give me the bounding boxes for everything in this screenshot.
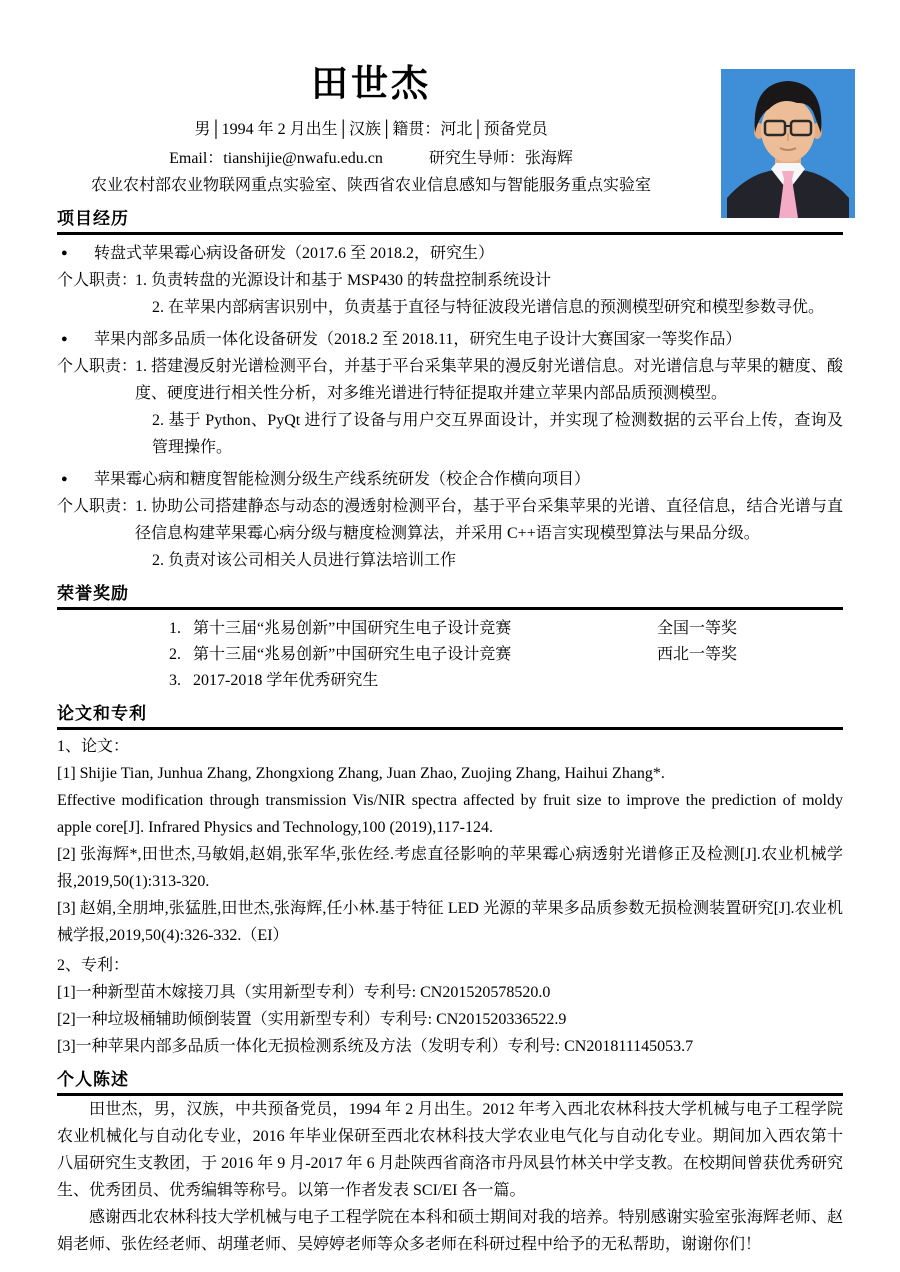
labs-line: 农业农村部农业物联网重点实验室、陕西省农业信息感知与智能服务重点实验室 xyxy=(90,177,651,194)
project-title: 苹果霉心病和糖度智能检测分级生产线系统研发（校企合作横向项目） xyxy=(94,471,591,488)
section-title-statement: 个人陈述 xyxy=(57,1069,843,1096)
honor-number: 1. xyxy=(169,620,181,637)
project-duties-2 xyxy=(57,353,843,461)
statement-paragraph: 田世杰，男，汉族，中共预备党员，1994 年 2 月出生。2012 年考入西北农林科技大学机械与电子工程学院农业机械化与自动化专业，2016 年毕业保研至西北农林科技大学农业电气化与自动化专业。期间加入西农第十八届研究生支教团，于 2016 年 9 月-2017 年 6 月赴陕西省商洛市丹凤县竹林关中学支教。在校期间曾获优秀研究生、优秀团员、优秀编辑等称号。以第一作者发表 SCI/EI 各一篇。 xyxy=(57,1101,843,1199)
patent-entry: [3]一种苹果内部多品质一体化无损检测系统及方法（发明专利）专利号: CN201811145053.7 xyxy=(57,1038,694,1055)
honors-list xyxy=(57,616,843,694)
patents-subheading: 2、专利： xyxy=(57,957,130,974)
honor-text: 第十三届“兆易创新”中国研究生电子设计竞赛 xyxy=(193,620,512,637)
honor-row xyxy=(57,642,843,668)
duty-list xyxy=(135,353,843,461)
section-title-honors: 荣誉奖励 xyxy=(57,583,843,610)
duty-list xyxy=(135,493,843,574)
email-text: Email：tianshijie@nwafu.edu.cn xyxy=(169,150,383,167)
advisor-text: 研究生导师：张海辉 xyxy=(428,150,573,167)
basic-info-line: 男│1994 年 2 月出生│汉族│籍贯：河北│预备党员 xyxy=(194,121,548,138)
duty-label: 个人职责： xyxy=(57,498,138,515)
duty-item: 1. 协助公司搭建静态与动态的漫透射检测平台，基于平台采集苹果的光谱、直径信息，结合光谱与直径信息构建苹果霉心病分级与糖度检测算法，并采用 C++语言实现模型算法与果品分级。 xyxy=(135,498,843,542)
paper-entry: Effective modification through transmission Vis/NIR spectra affected by fruit size to improve the prediction of moldy apple core[J]. Infrared Physics and Technology,100 (2019),117-124. xyxy=(57,792,843,836)
contact-line xyxy=(57,145,685,172)
honor-row xyxy=(57,668,843,694)
honor-text: 2017-2018 学年优秀研究生 xyxy=(193,672,379,689)
project-title: 苹果内部多品质一体化设备研发（2018.2 至 2018.11，研究生电子设计大赛国家一等奖作品） xyxy=(94,331,742,348)
paper-entry: [3] 赵娟,全朋坤,张猛胜,田世杰,张海辉,任小林.基于特征 LED 光源的苹果多品质参数无损检测装置研究[J].农业机械学报,2019,50(4):326-332.（EI） xyxy=(57,900,843,944)
resume-content xyxy=(57,0,843,1258)
honor-number: 3. xyxy=(169,672,181,689)
paper-entry: [2] 张海辉*,田世杰,马敏娟,赵娟,张军华,张佐经.考虑直径影响的苹果霉心病透射光谱修正及检测[J].农业机械学报,2019,50(1):313-320. xyxy=(57,846,843,890)
candidate-name: 田世杰 xyxy=(311,64,431,105)
duty-item: 1. 搭建漫反射光谱检测平台，并基于平台采集苹果的漫反射光谱信息。对光谱信息与苹果的糖度、酸度、硬度进行相关性分析，对多维光谱进行特征提取并建立苹果内部品质预测模型。 xyxy=(135,358,843,402)
honor-text: 第十三届“兆易创新”中国研究生电子设计竞赛 xyxy=(193,646,512,663)
project-row-2 xyxy=(57,326,843,353)
duty-list xyxy=(135,267,843,321)
papers-subheading: 1、论文： xyxy=(57,738,130,755)
duty-item: 2. 在苹果内部病害识别中，负责基于直径与特征波段光谱信息的预测模型研究和模型参数寻优。 xyxy=(152,299,825,316)
project-duties-3 xyxy=(57,493,843,574)
honor-award: 西北一等奖 xyxy=(657,646,738,663)
project-title: 转盘式苹果霉心病设备研发（2017.6 至 2018.2，研究生） xyxy=(94,245,495,262)
patent-entry: [1]一种新型苗木嫁接刀具（实用新型专利）专利号: CN201520578520.0 xyxy=(57,984,551,1001)
honor-row xyxy=(57,616,843,642)
honor-award: 全国一等奖 xyxy=(657,620,738,637)
statement-paragraph: 感谢西北农林科技大学机械与电子工程学院在本科和硕士期间对我的培养。特别感谢实验室张海辉老师、赵娟老师、张佐经老师、胡瑾老师、吴婷婷老师等众多老师在科研过程中给予的无私帮助，谢谢你们！ xyxy=(57,1209,843,1253)
bullet-icon: ● xyxy=(61,473,68,485)
section-title-projects: 项目经历 xyxy=(57,208,843,235)
paper-authors: [1] Shijie Tian, Junhua Zhang, Zhongxiong Zhang, Juan Zhao, Zuojing Zhang, Haihui Zhang*. xyxy=(57,765,665,782)
patent-entry: [2]一种垃圾桶辅助倾倒装置（实用新型专利）专利号: CN201520336522.9 xyxy=(57,1011,567,1028)
duty-item: 1. 负责转盘的光源设计和基于 MSP430 的转盘控制系统设计 xyxy=(135,272,552,289)
honor-number: 2. xyxy=(169,646,181,663)
duty-item: 2. 基于 Python、PyQt 进行了设备与用户交互界面设计，并实现了检测数据的云平台上传，查询及管理操作。 xyxy=(152,412,843,456)
duty-label: 个人职责： xyxy=(57,358,138,375)
bullet-icon: ● xyxy=(61,247,68,259)
project-duties-1 xyxy=(57,267,843,321)
project-row-3 xyxy=(57,466,843,493)
project-row-1 xyxy=(57,240,843,267)
duty-item: 2. 负责对该公司相关人员进行算法培训工作 xyxy=(152,552,457,569)
bullet-icon: ● xyxy=(61,333,68,345)
duty-label: 个人职责： xyxy=(57,272,138,289)
resume-header xyxy=(57,0,685,199)
section-title-publications: 论文和专利 xyxy=(57,703,843,730)
